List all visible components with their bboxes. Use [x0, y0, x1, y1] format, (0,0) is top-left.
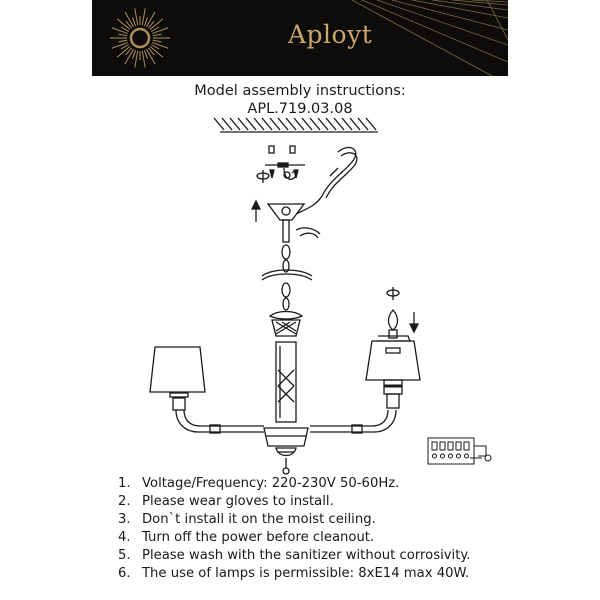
logo-sun-icon [110, 8, 170, 67]
note-item [118, 565, 471, 583]
chain [262, 245, 312, 310]
note-number: 4. [118, 530, 131, 545]
left-lamp-shade [150, 347, 205, 410]
note-number: 1. [118, 476, 131, 491]
right-lamp-shade [366, 336, 420, 408]
ceiling-canopy [268, 204, 320, 242]
assembly-diagram [0, 110, 600, 475]
instructions-title: Model assembly instructions: [194, 83, 406, 99]
note-item [118, 547, 471, 565]
ceiling-hatch [214, 118, 378, 132]
instruction-notes [118, 475, 471, 583]
rotate-bulb-icon [387, 287, 399, 300]
note-text: Turn off the power before cleanout. [142, 530, 375, 545]
central-stem [270, 312, 302, 423]
note-number: 2. [118, 494, 131, 509]
terminal-block-icon [428, 438, 491, 464]
mounting-screws-icon [265, 146, 305, 179]
chandelier-arms [176, 410, 396, 474]
note-item [118, 511, 471, 529]
up-arrow-icon [252, 201, 260, 222]
note-text: Voltage/Frequency: 220-230V 50-60Hz. [142, 476, 400, 491]
note-item [118, 493, 471, 511]
power-wire [296, 147, 357, 214]
note-item [118, 529, 471, 547]
note-text: Don`t install it on the moist ceiling. [142, 512, 376, 527]
model-number: APL.719.03.08 [247, 101, 353, 117]
banner-rays-right [352, 0, 508, 76]
note-text: Please wear gloves to install. [142, 494, 334, 509]
note-item [118, 475, 471, 493]
rotate-arrow-icon [257, 170, 269, 183]
note-number: 6. [118, 566, 131, 581]
note-number: 3. [118, 512, 131, 527]
brand-logo-text: Aployt [288, 20, 373, 49]
down-arrow-icon [410, 312, 418, 332]
note-text: The use of lamps is permissible: 8xE14 max 40W. [142, 566, 470, 581]
brand-banner [92, 0, 508, 76]
note-text: Please wash with the sanitizer without corrosivity. [142, 548, 471, 563]
candle-bulb-icon [388, 310, 397, 338]
note-number: 5. [118, 548, 131, 563]
